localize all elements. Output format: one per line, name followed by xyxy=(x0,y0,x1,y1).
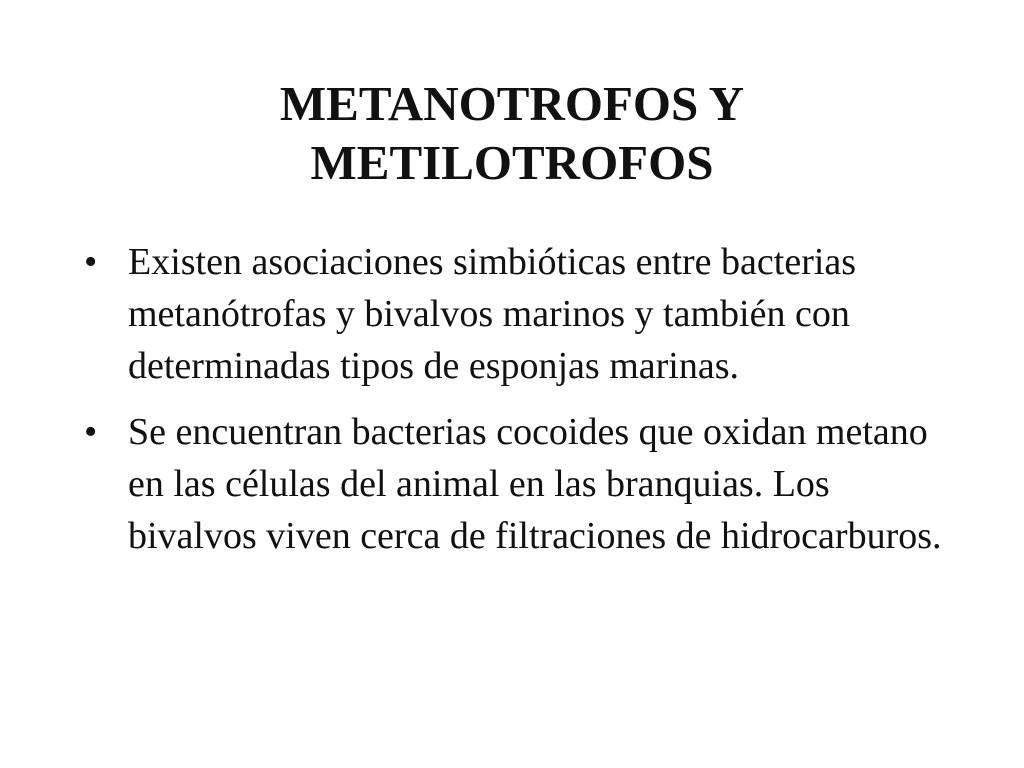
bullet-item-2 xyxy=(84,406,944,562)
bullet-item-1 xyxy=(84,236,944,392)
slide-title-line-2: METILOTROFOS xyxy=(310,135,714,190)
bullet-icon: • xyxy=(84,241,98,283)
bullet-list xyxy=(84,236,944,576)
bullet-text-2: Se encuentran bacterias cocoides que oxidan metano en las células del animal en las branquias. Los bivalvos viven cerca de filtraciones de hidrocarburos. xyxy=(128,411,942,557)
bullet-text-1: Existen asociaciones simbióticas entre bacterias metanótrofas y bivalvos marinos y también con determinadas tipos de esponjas marinas. xyxy=(128,241,857,387)
slide-title-line-1: METANOTROFOS Y xyxy=(279,76,745,131)
slide-title xyxy=(0,74,1024,192)
bullet-icon: • xyxy=(84,411,98,453)
